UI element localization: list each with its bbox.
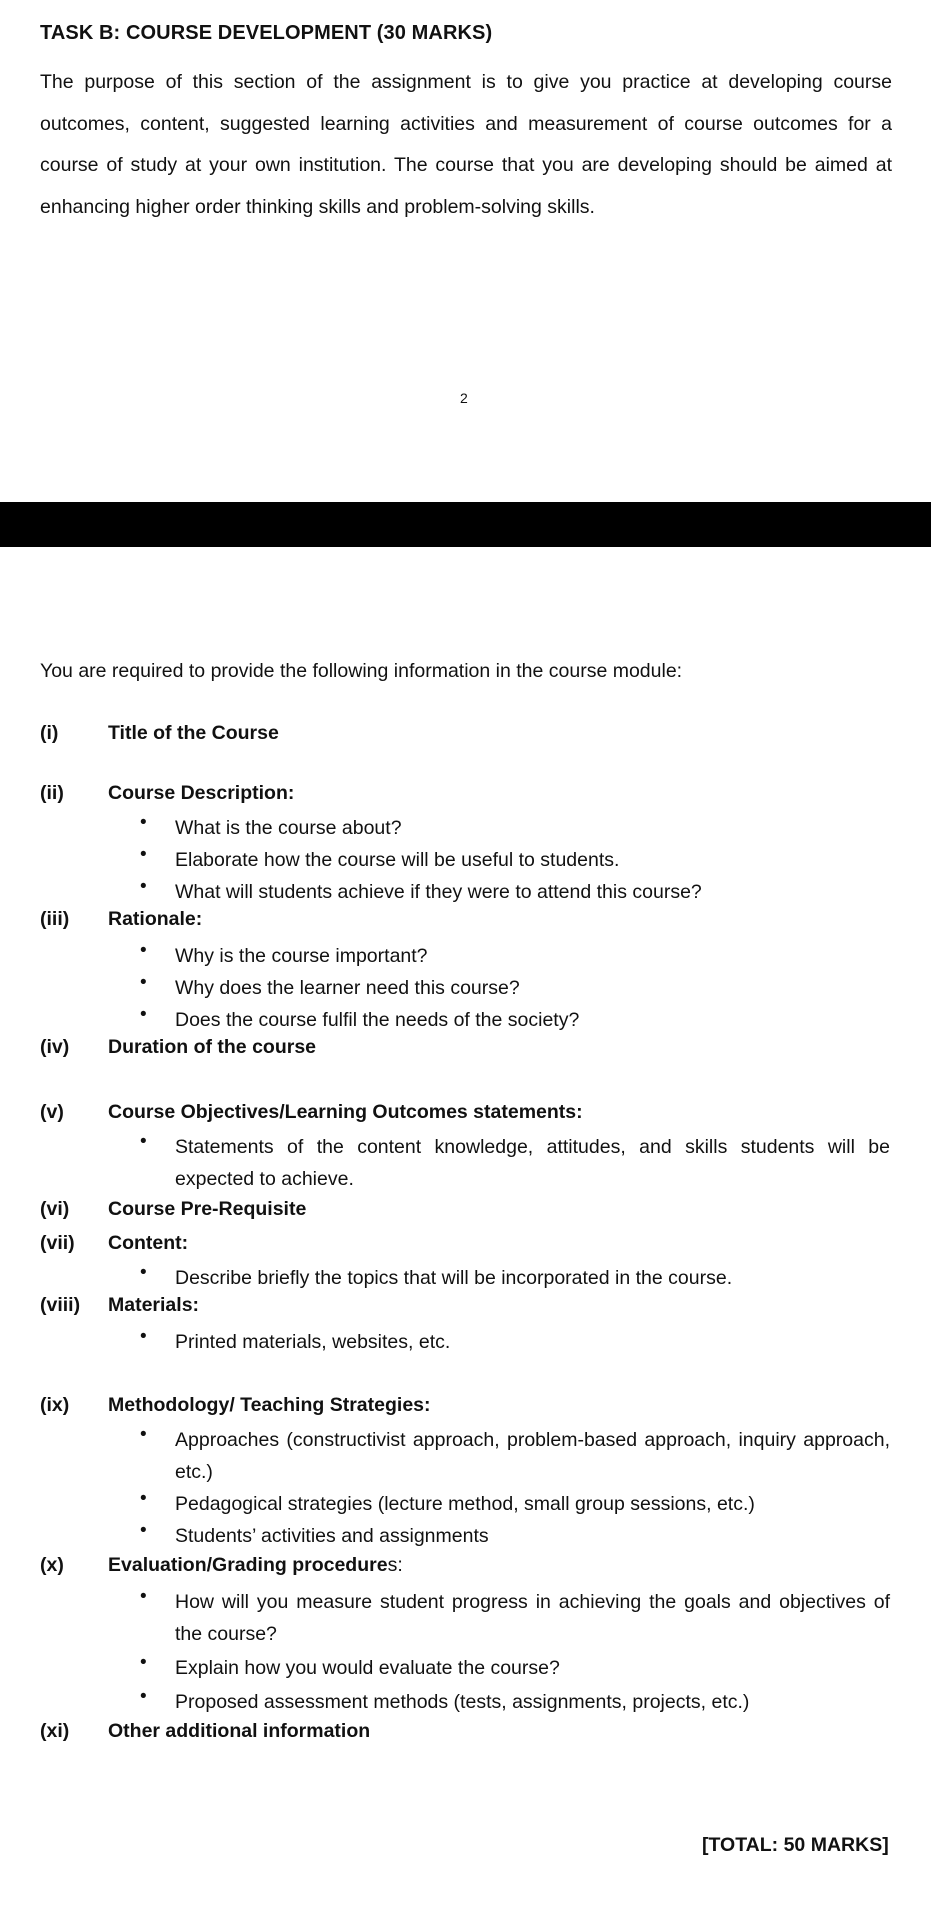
item-number: (xi) [40, 1720, 70, 1742]
bullet-text: Elaborate how the course will be useful to students. [175, 849, 620, 871]
item-heading-bold: Evaluation/Grading procedure [108, 1554, 388, 1576]
bullet-icon: • [140, 1488, 147, 1509]
page-separator-bar [0, 502, 931, 547]
item-heading: Course Objectives/Learning Outcomes statements: [108, 1101, 583, 1123]
bullet-text: Proposed assessment methods (tests, assignments, projects, etc.) [175, 1691, 750, 1713]
item-number: (i) [40, 722, 59, 744]
bullet-icon: • [140, 1652, 147, 1673]
bullet-icon: • [140, 972, 147, 993]
item-heading: Course Pre-Requisite [108, 1198, 307, 1220]
total-marks: [TOTAL: 50 MARKS] [702, 1834, 889, 1856]
bullet-icon: • [140, 1004, 147, 1025]
item-number: (iii) [40, 908, 70, 930]
item-number: (ix) [40, 1394, 70, 1416]
bullet-text: How will you measure student progress in achieving the goals and objectives of the course? [175, 1591, 890, 1645]
bullet-text: Does the course fulfil the needs of the society? [175, 1009, 580, 1031]
item-heading: Methodology/ Teaching Strategies: [108, 1394, 431, 1416]
item-number: (v) [40, 1101, 64, 1123]
bullet-text: Approaches (constructivist approach, problem-based approach, inquiry approach, etc.) [175, 1429, 890, 1483]
item-number: (iv) [40, 1036, 70, 1058]
item-heading: Other additional information [108, 1720, 371, 1742]
required-info-text: You are required to provide the following information in the course module: [40, 660, 683, 682]
bullet-text: What is the course about? [175, 817, 402, 839]
bullet-text: Explain how you would evaluate the course? [175, 1657, 560, 1679]
item-number: (x) [40, 1554, 64, 1576]
bullet-icon: • [140, 1586, 147, 1607]
bullet-icon: • [140, 1131, 147, 1152]
item-heading: Course Description: [108, 782, 295, 804]
bullet-text: Describe briefly the topics that will be incorporated in the course. [175, 1267, 733, 1289]
bullet-icon: • [140, 1520, 147, 1541]
bullet-text: Students’ activities and assignments [175, 1525, 489, 1547]
bullet-icon: • [140, 1686, 147, 1707]
bullet-text: What will students achieve if they were to attend this course? [175, 881, 702, 903]
item-heading: Rationale: [108, 908, 203, 930]
item-heading: Duration of the course [108, 1036, 317, 1058]
bullet-text: Statements of the content knowledge, attitudes, and skills students will be expected to achieve. [175, 1136, 890, 1190]
task-title: TASK B: COURSE DEVELOPMENT (30 MARKS) [40, 22, 493, 44]
item-heading: Materials: [108, 1294, 200, 1316]
bullet-text: Pedagogical strategies (lecture method, small group sessions, etc.) [175, 1493, 755, 1515]
bullet-icon: • [140, 1424, 147, 1445]
item-number: (ii) [40, 782, 64, 804]
bullet-icon: • [140, 940, 147, 961]
bullet-icon: • [140, 844, 147, 865]
item-number: (viii) [40, 1294, 81, 1316]
bullet-icon: • [140, 876, 147, 897]
item-heading-rest: s: [387, 1554, 403, 1576]
item-number: (vii) [40, 1232, 75, 1254]
item-heading [108, 1554, 403, 1577]
bullet-icon: • [140, 812, 147, 833]
page-number: 2 [460, 390, 468, 406]
bullet-icon: • [140, 1262, 147, 1283]
bullet-text: Why does the learner need this course? [175, 977, 520, 999]
item-heading: Title of the Course [108, 722, 279, 744]
item-heading: Content: [108, 1232, 189, 1254]
bullet-text: Printed materials, websites, etc. [175, 1331, 451, 1353]
bullet-text: Why is the course important? [175, 945, 428, 967]
bullet-icon: • [140, 1326, 147, 1347]
task-intro-paragraph: The purpose of this section of the assignment is to give you practice at developing course outcomes, content, suggested learning activities and measurement of course outcomes for a course of study at your own institution. The course that you are developing should be aimed at enhancing higher order thinking skills and problem-solving skills. [40, 71, 892, 218]
item-number: (vi) [40, 1198, 70, 1220]
